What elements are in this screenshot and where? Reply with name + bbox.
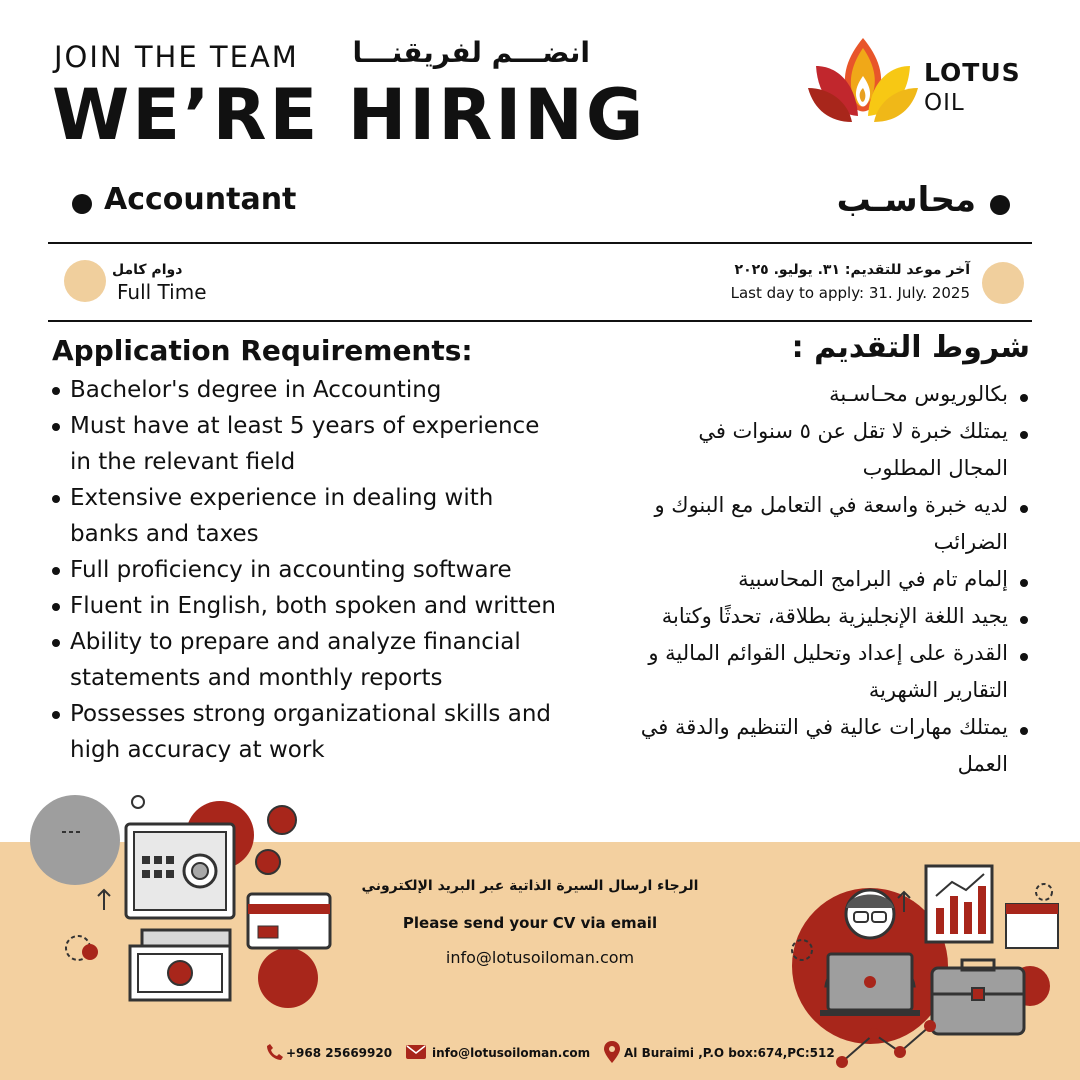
- deadline-ar: آخر موعد للتقديم: ٣١. يوليو. ٢٠٢٥: [734, 262, 970, 278]
- job-type-en: Full Time: [117, 280, 207, 304]
- join-the-team-arabic: انضـــم لفريقنـــا: [352, 36, 590, 69]
- were-hiring-title: WE’RE HIRING: [52, 74, 647, 156]
- list-item: Fluent in English, both spoken and written: [52, 588, 562, 624]
- phone-icon: [266, 1043, 284, 1061]
- requirements-list-ar: [640, 376, 1030, 783]
- job-type-ar: دوام كامل: [112, 262, 183, 278]
- deadline-circle-icon: [982, 262, 1024, 304]
- position-title-en: Accountant: [104, 182, 297, 217]
- requirements-list-en: [52, 372, 562, 768]
- divider-line: [48, 320, 1032, 322]
- finance-illustration-icon: [30, 790, 350, 1060]
- list-item: يجيد اللغة الإنجليزية بطلاقة، تحدثًا وكتابة: [640, 598, 1030, 635]
- logo-text-lotus: LOTUS: [924, 58, 1021, 87]
- position-title-ar: محاسـب: [836, 180, 976, 220]
- list-item: Bachelor's degree in Accounting: [52, 372, 562, 408]
- list-item: لديه خبرة واسعة في التعامل مع البنوك و الضرائب: [640, 487, 1030, 561]
- requirements-title-en: Application Requirements:: [52, 334, 473, 367]
- join-the-team-heading: JOIN THE TEAM: [54, 40, 299, 74]
- lotus-flame-icon: [808, 36, 918, 126]
- contact-email[interactable]: info@lotusoiloman.com: [432, 1046, 591, 1060]
- list-item: Possesses strong organizational skills and high accuracy at work: [52, 696, 562, 768]
- bullet-dot-icon: [72, 194, 92, 214]
- cv-email-link[interactable]: info@lotusoiloman.com: [445, 948, 635, 967]
- mail-icon: [406, 1045, 426, 1059]
- list-item: Extensive experience in dealing with banks and taxes: [52, 480, 562, 552]
- deadline-en: Last day to apply: 31. July. 2025: [730, 284, 970, 302]
- list-item: إلمام تام في البرامج المحاسبية: [640, 561, 1030, 598]
- send-cv-en: Please send your CV via email: [402, 914, 658, 932]
- list-item: Ability to prepare and analyze financial statements and monthly reports: [52, 624, 562, 696]
- list-item: بكالوريوس محـاسـبة: [640, 376, 1030, 413]
- logo-text-oil: OIL: [924, 90, 965, 116]
- contact-address: Al Buraimi ,P.O box:674,PC:512: [624, 1046, 835, 1060]
- divider-line: [48, 242, 1032, 244]
- contact-phone[interactable]: +968 25669920: [286, 1046, 393, 1060]
- list-item: يمتلك خبرة لا تقل عن ٥ سنوات في المجال المطلوب: [640, 413, 1030, 487]
- list-item: Must have at least 5 years of experience in the relevant field: [52, 408, 562, 480]
- location-pin-icon: [604, 1041, 620, 1063]
- send-cv-ar: الرجاء ارسال السيرة الذاتية عبر البريد الإلكتروني: [361, 878, 699, 894]
- bullet-dot-icon: [990, 195, 1010, 215]
- requirements-title-ar: شروط التقديم :: [791, 330, 1030, 365]
- list-item: يمتلك مهارات عالية في التنظيم والدقة في العمل: [640, 709, 1030, 783]
- list-item: Full proficiency in accounting software: [52, 552, 562, 588]
- list-item: القدرة على إعداد وتحليل القوائم المالية و التقارير الشهرية: [640, 635, 1030, 709]
- job-type-circle-icon: [64, 260, 106, 302]
